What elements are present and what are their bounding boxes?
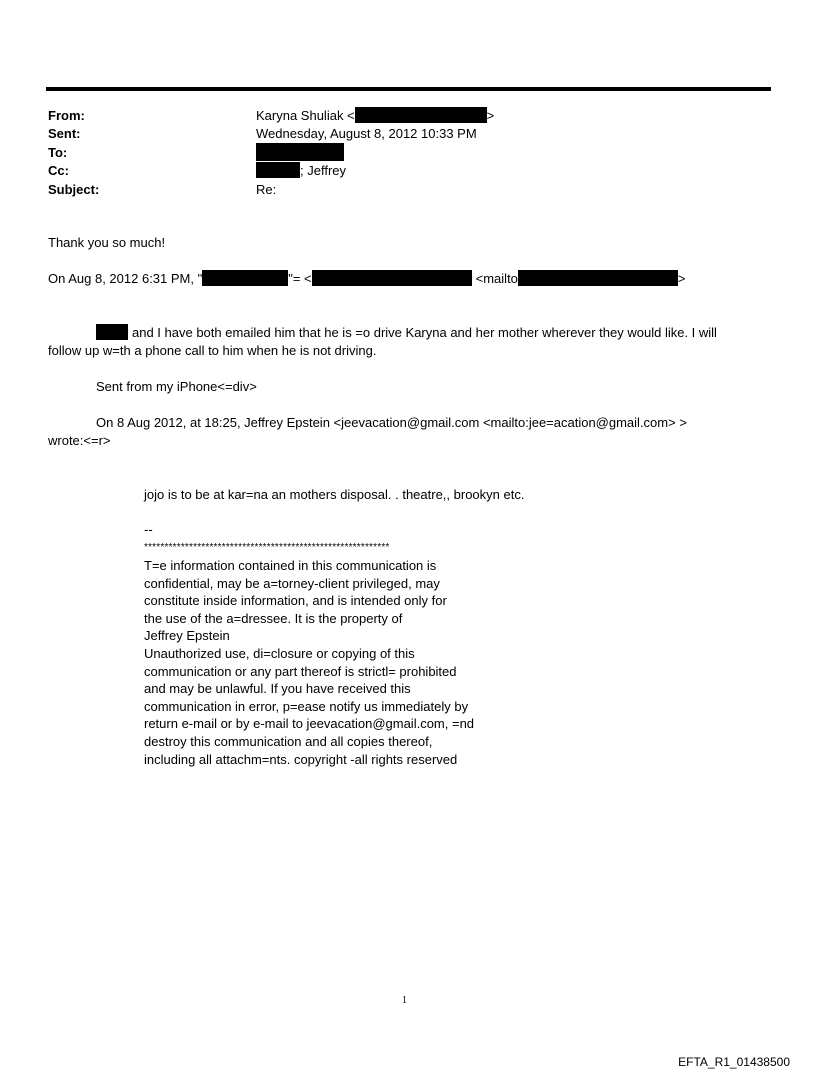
disclaimer-line: communication or any part thereof is strictl= prohibited [144, 663, 457, 679]
quote-intro-c: <mailto [475, 271, 518, 286]
page-number: 1 [402, 995, 407, 1006]
redaction-sender-email [312, 270, 472, 286]
para1-text: and I have both emailed him that he is =o drive Karyna and her mother wherever they would like. I will [132, 325, 717, 340]
jojo-line: jojo is to be at kar=na an mothers disposal. . theatre,, brookyn etc. [144, 487, 525, 502]
epstein-line1: On 8 Aug 2012, at 18:25, Jeffrey Epstein <jeevacation@gmail.com <mailto:jee=acation@gmail.com> > [96, 415, 687, 430]
disclaimer [144, 557, 474, 768]
cc-text: ; Jeffrey [300, 163, 347, 178]
signature-dash: -- [144, 522, 153, 537]
disclaimer-line: return e-mail or by e-mail to jeevacation@gmail.com, =nd [144, 716, 475, 732]
quote-intro-d: > [677, 271, 686, 286]
subject-value: Re: [256, 182, 277, 197]
sent-from-line: Sent from my iPhone<=div> [96, 379, 257, 394]
quote-intro-b: "= < [288, 271, 312, 286]
redaction-person [96, 324, 128, 340]
disclaimer-line: Jeffrey Epstein [144, 628, 230, 644]
para1-line2: follow up w=th a phone call to him when he is not driving. [48, 343, 377, 358]
cc-value [256, 162, 346, 180]
from-name: Karyna Shuliak < [256, 108, 355, 123]
from-close: > [486, 108, 495, 123]
epstein-line2: wrote:<=r> [48, 433, 111, 448]
disclaimer-line: and may be unlawful. If you have received this [144, 681, 411, 697]
disclaimer-line: confidential, may be a=torney-client privileged, may [144, 575, 440, 591]
from-label: From: [48, 108, 85, 123]
redaction-sender-name [202, 270, 288, 286]
header-rule [46, 87, 771, 91]
signature-stars: ************************************************************ [144, 542, 390, 553]
sent-label: Sent: [48, 126, 81, 141]
quote-intro [48, 270, 686, 288]
to-label: To: [48, 145, 68, 160]
cc-label: Cc: [48, 163, 69, 178]
from-value [256, 107, 494, 125]
disclaimer-line: including all attachm=nts. copyright -all rights reserved [144, 751, 458, 767]
subject-label: Subject: [48, 182, 100, 197]
document-id: EFTA_R1_01438500 [678, 1055, 790, 1069]
para1-line1 [96, 324, 717, 342]
quote-intro-a: On Aug 8, 2012 6:31 PM, " [48, 271, 203, 286]
disclaimer-line: destroy this communication and all copies thereof, [144, 733, 433, 749]
disclaimer-line: communication in error, p=ease notify us immediately by [144, 698, 469, 714]
disclaimer-line: T=e information contained in this communication is [144, 558, 437, 573]
greeting: Thank you so much! [48, 235, 166, 250]
redaction-mailto [518, 270, 678, 286]
redaction-from-email [355, 107, 487, 123]
disclaimer-line: the use of the a=dressee. It is the property of [144, 610, 403, 626]
sent-value: Wednesday, August 8, 2012 10:33 PM [256, 126, 477, 141]
redaction-cc [256, 162, 300, 178]
disclaimer-line: constitute inside information, and is intended only for [144, 593, 447, 609]
redaction-to [256, 143, 344, 161]
disclaimer-line: Unauthorized use, di=closure or copying of this [144, 645, 415, 661]
